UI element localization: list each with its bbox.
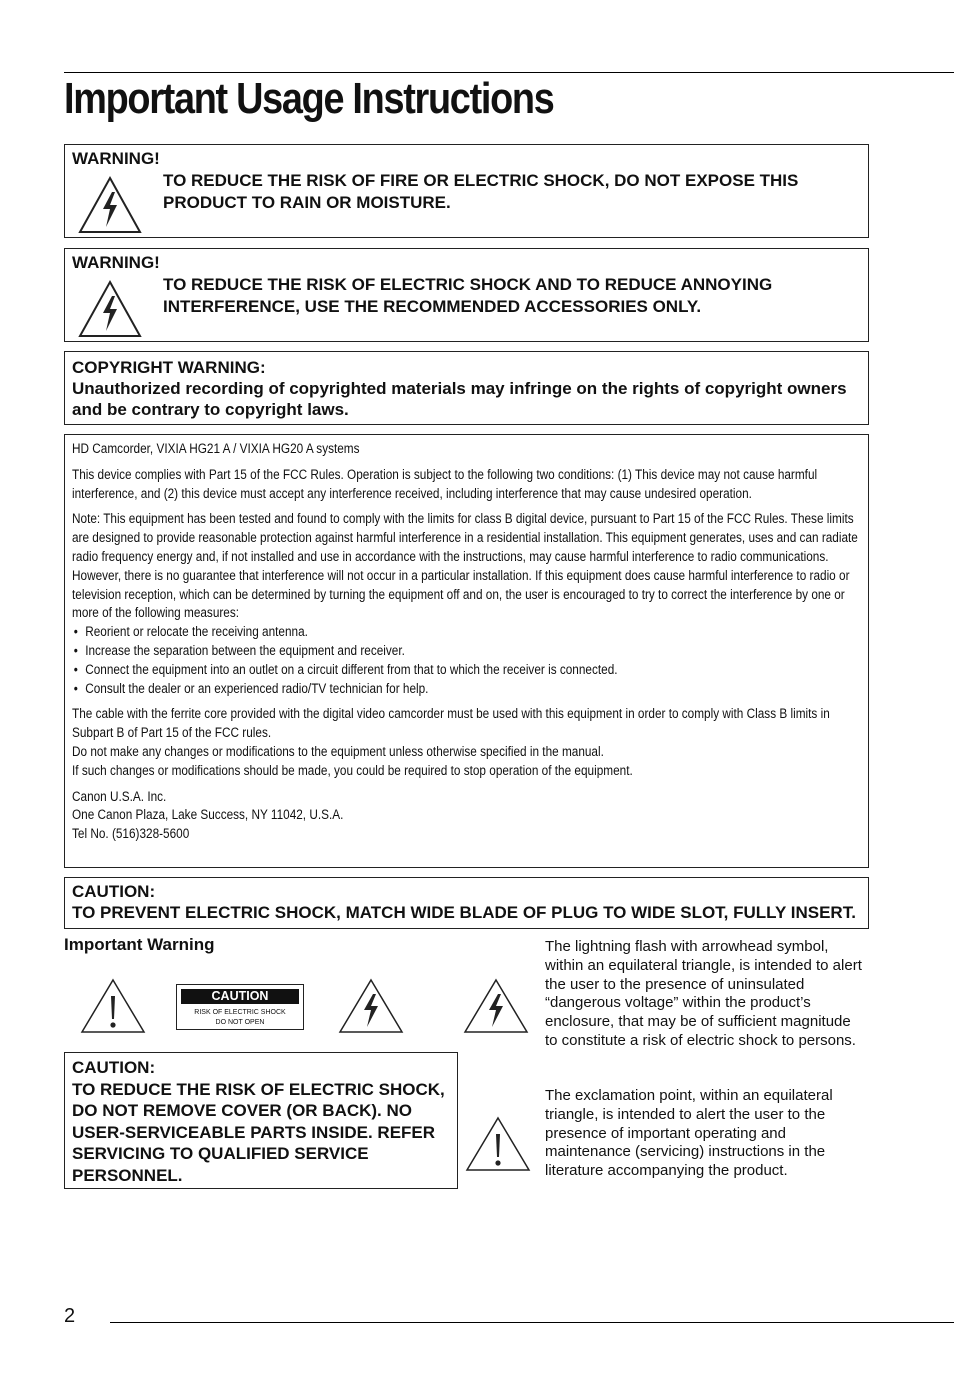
fcc-compliance: This device complies with Part 15 of the FCC Rules. Operation is subject to the following two conditions: (1) This device may not cause harmful interference, and (2) this device must accept any interference received, including interference that may cause undesired operation. [72,466,818,501]
copyright-warning-box [64,351,869,425]
caution-text: TO REDUCE THE RISK OF ELECTRIC SHOCK, DO NOT REMOVE COVER (OR BACK). NO USER-SERVICEABLE PARTS INSIDE. REFER SERVICING TO QUALIFIED SERVICE PERSONNEL. [72,1079,445,1185]
bottom-rule [110,1322,954,1323]
fcc-no-changes: Do not make any changes or modifications to the equipment unless otherwise specified in the manual. [72,743,604,759]
list-item: • Increase the separation between the equipment and receiver. [72,642,868,661]
warning-heading: WARNING! [72,149,160,168]
fcc-statement-box [64,434,869,868]
caution-plug-box [64,877,869,929]
fcc-if-changes: If such changes or modifications should be made, you could be required to stop operation of the equipment. [72,762,633,778]
warning-heading: WARNING! [72,253,160,272]
list-item: • Connect the equipment into an outlet on a circuit different from that to which the receiver is connected. [72,661,868,680]
top-rule [64,72,954,73]
copyright-heading: COPYRIGHT WARNING: [72,358,266,377]
section-title: Important Warning [64,935,215,954]
page-number: 2 [64,1305,76,1327]
address-line: Canon U.S.A. Inc. [72,788,167,804]
fcc-measures-list [72,623,868,698]
caution-cover-box [64,1052,458,1189]
warning-text: TO REDUCE THE RISK OF ELECTRIC SHOCK AND TO REDUCE ANNOYING INTERFERENCE, USE THE RECOMMENDED ACCESSORIES ONLY. [163,275,773,316]
exclamation-symbol-description: The exclamation point, within an equilateral triangle, is intended to alert the user to the presence of important operating and maintenance (servicing) instructions in the literature accompanying the product. [545,1087,833,1180]
fcc-note: Note: This equipment has been tested and found to comply with the limits for class B digital device, pursuant to Part 15 of the FCC Rules. These limits are designed to provide reasonable protection against harmful interference in a residential installation. This equipment generates, uses and can radiate radio frequency energy and, if not installed and use in accordance with the instructions, may cause harmful interference to radio communications. However, there is no guarantee that interference will not occur in a particular installation. If this equipment does cause harmful interference to radio or television reception, which can be determined by turning the equipment off and on, the user is encouraged to try to correct the interference by one or more of the following measures: [72,511,858,621]
warning-box-interference [64,248,869,342]
lightning-symbol-description: The lightning flash with arrowhead symbol, within an equilateral triangle, is intended to alert the user to the presence of uninsulated “dangerous voltage” within the product’s enclosure, that may be of sufficient magnitude to constitute a risk of electric shock to persons. [545,938,862,1049]
fcc-model: HD Camcorder, VIXIA HG21 A / VIXIA HG20 A systems [72,441,360,456]
caution-heading: CAUTION: [72,1058,156,1077]
lightning-triangle-icon [77,175,143,235]
exclamation-triangle-icon [80,978,146,1034]
warning-box-fire [64,144,869,238]
list-item: • Consult the dealer or an experienced radio/TV technician for help. [72,680,868,699]
fcc-address [72,788,868,844]
address-line: Tel No. (516)328-5600 [72,826,190,842]
warning-text: TO REDUCE THE RISK OF FIRE OR ELECTRIC SHOCK, DO NOT EXPOSE THIS PRODUCT TO RAIN OR MOISTURE. [163,171,799,212]
caution-text: TO PREVENT ELECTRIC SHOCK, MATCH WIDE BLADE OF PLUG TO WIDE SLOT, FULLY INSERT. [72,903,856,922]
caution-label-line: DO NOT OPEN [215,1019,265,1026]
fcc-cable: The cable with the ferrite core provided with the digital video camcorder must be used with this equipment in order to comply with Class B limits in Subpart B of Part 15 of the FCC rules. [72,706,830,741]
lightning-arrow-triangle-icon [463,978,529,1034]
lightning-triangle-icon [338,978,404,1034]
caution-label-heading: CAUTION [181,989,299,1004]
list-item: • Reorient or relocate the receiving antenna. [72,623,868,642]
caution-label [176,984,304,1030]
page-title: Important Usage Instructions [64,74,554,123]
caution-label-line: RISK OF ELECTRIC SHOCK [194,1009,286,1016]
exclamation-triangle-icon [465,1116,531,1172]
lightning-triangle-icon [77,279,143,339]
copyright-text: Unauthorized recording of copyrighted materials may infringe on the rights of copyright owners and be contrary to copyright laws. [72,379,847,419]
caution-heading: CAUTION: [72,882,156,901]
address-line: One Canon Plaza, Lake Success, NY 11042, U.S.A. [72,807,344,823]
